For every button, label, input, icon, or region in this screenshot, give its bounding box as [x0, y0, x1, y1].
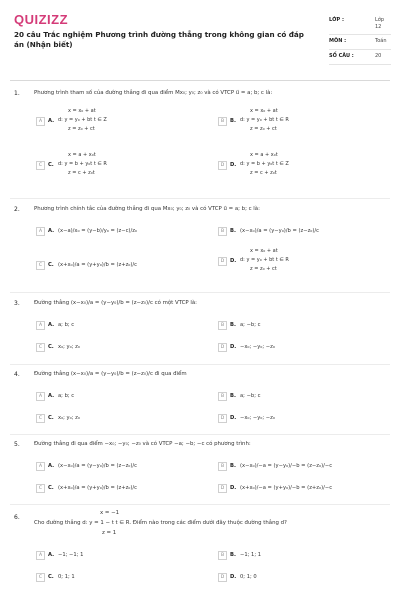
option-letter: A — [36, 392, 45, 401]
option-label: A. — [48, 393, 55, 399]
option-d[interactable] — [218, 248, 378, 276]
question-text: Cho đường thẳng d: y = 1 − t t ∈ R. Điểm nào trong các điểm dưới đây thuộc đường thẳng d? — [34, 520, 287, 526]
option-text: a; −b; c — [240, 393, 261, 399]
class-value: Lớp 12 — [375, 17, 385, 30]
option-label: D. — [230, 162, 237, 168]
option-d[interactable] — [218, 570, 378, 588]
option-label: B. — [230, 322, 236, 328]
subject-value: Toán — [375, 38, 387, 44]
option-label: D. — [230, 258, 237, 264]
option-letter: A — [36, 227, 45, 236]
question-divider — [10, 434, 390, 435]
option-text: a; −b; c — [240, 322, 261, 328]
question-system-line: x = −1 — [100, 510, 120, 516]
option-label: B. — [230, 552, 236, 558]
option-text: (x−a)/x₀ = (y−b)/y₀ = (z−c)/z₀ — [58, 228, 138, 234]
option-letter: B — [218, 392, 227, 401]
option-text: (x−x₀)/a = (y−y₀)/b = (z−z₀)/c — [240, 228, 320, 234]
option-text: (x−x₀)/−a = (y−y₀)/−b = (z−z₀)/−c — [240, 463, 333, 469]
option-d[interactable] — [218, 152, 378, 180]
option-label: B. — [230, 118, 236, 124]
option-d[interactable] — [218, 411, 378, 429]
top-bar — [0, 0, 400, 4]
option-label: A. — [48, 463, 55, 469]
question-text: Phương trình chính tắc của đường thẳng đi qua Mx₀; y₀; z₀ và có VTCP u⃗ = a; b; c là: — [34, 206, 260, 212]
option-line: z = z₀ + ct — [250, 266, 277, 272]
option-letter: C — [36, 484, 45, 493]
option-text: −x₀; −y₀; −z₀ — [240, 415, 275, 421]
question-text: Đường thẳng đi qua điểm −x₀; −y₀; −z₀ và có VTCP −a; −b; −c có phương trình: — [34, 441, 251, 447]
option-letter: B — [218, 462, 227, 471]
option-label: B. — [230, 393, 236, 399]
question-number: 5. — [14, 441, 20, 448]
option-line: z = c + z₀t — [68, 170, 95, 176]
quizizz-logo: QUIZIZZ — [14, 12, 69, 27]
option-label: C. — [48, 485, 54, 491]
option-text: −1; −1; 1 — [58, 552, 84, 558]
option-text: (x−x₀)/a = (y−y₀)/b = (z−z₀)/c — [58, 463, 138, 469]
option-letter: D — [218, 343, 227, 352]
option-b[interactable] — [218, 548, 378, 566]
option-line: d: y = b + y₀t t ∈ Z — [240, 161, 289, 167]
option-label: C. — [48, 344, 54, 350]
question-text: Đường thẳng (x−x₀)/a = (y−y₀)/b = (z−z₀)/c đi qua điểm — [34, 371, 187, 377]
option-c[interactable] — [36, 258, 196, 276]
question-text: Đường thẳng (x−x₀)/a = (y−y₀)/b = (z−z₀)/c có một VTCP là: — [34, 300, 198, 306]
option-letter: D — [218, 573, 227, 582]
option-line: x = x₀ + at — [250, 108, 278, 114]
question-number: 2. — [14, 206, 20, 213]
option-label: B. — [230, 463, 236, 469]
option-text: (x+x₀)/a = (y+y₀)/b = (z+z₀)/c — [58, 262, 138, 268]
question-number: 3. — [14, 300, 20, 307]
option-line: z = z₀ + ct — [250, 126, 277, 132]
question-text: Phương trình tham số của đường thẳng đi qua điểm Mx₀; y₀; z₀ và có VTCP u⃗ = a; b; c là: — [34, 90, 273, 96]
option-letter: C — [36, 414, 45, 423]
option-line: z = z₀ + ct — [68, 126, 95, 132]
option-line: x = x₀ + at — [250, 248, 278, 254]
document-title: 20 câu Trắc nghiệm Phương trình đường thẳng trong không gian có đáp án (Nhận biết) — [14, 30, 304, 49]
option-letter: B — [218, 117, 227, 126]
option-b[interactable] — [218, 459, 378, 477]
option-letter: A — [36, 551, 45, 560]
option-line: x = a + x₀t — [68, 152, 96, 158]
option-label: C. — [48, 162, 54, 168]
option-c[interactable] — [36, 152, 196, 180]
option-letter: B — [218, 321, 227, 330]
option-label: D. — [230, 485, 237, 491]
option-label: A. — [48, 228, 55, 234]
option-letter: C — [36, 261, 45, 270]
option-line: z = c + z₀t — [250, 170, 277, 176]
option-a[interactable] — [36, 108, 196, 136]
meta-subject — [329, 35, 391, 50]
option-line: d: y = y₀ + bt t ∈ Z — [58, 117, 107, 123]
option-label: C. — [48, 262, 54, 268]
option-letter: C — [36, 573, 45, 582]
option-letter: D — [218, 484, 227, 493]
option-c[interactable] — [36, 481, 196, 499]
option-line: d: y = y₀ + bt t ∈ R — [240, 257, 289, 263]
question-system-line: z = 1 — [102, 530, 117, 536]
meta-count — [329, 50, 391, 65]
option-letter: D — [218, 414, 227, 423]
option-text: (x+x₀)/a = (y+y₀)/b = (z+z₀)/c — [58, 485, 138, 491]
option-d[interactable] — [218, 481, 378, 499]
option-line: x = x₀ + at — [68, 108, 96, 114]
count-label: SỐ CÂU : — [329, 53, 354, 59]
option-line: x = a + x₀t — [250, 152, 278, 158]
option-letter: A — [36, 321, 45, 330]
header-divider — [10, 80, 390, 81]
option-letter: B — [218, 227, 227, 236]
option-b[interactable] — [218, 108, 378, 136]
option-text: a; b; c — [58, 393, 75, 399]
class-label: LỚP : — [329, 17, 344, 23]
option-text: −1; 1; 1 — [240, 552, 262, 558]
meta-class — [329, 14, 391, 35]
meta-table — [329, 14, 391, 65]
option-label: B. — [230, 228, 236, 234]
document-header — [14, 10, 390, 72]
option-line: d: y = b + y₀t t ∈ R — [58, 161, 107, 167]
question-number: 4. — [14, 371, 20, 378]
option-text: x₀; y₀; z₀ — [58, 415, 80, 421]
option-letter: D — [218, 257, 227, 266]
option-a[interactable] — [36, 548, 196, 566]
option-label: D. — [230, 574, 237, 580]
option-label: A. — [48, 552, 55, 558]
option-a[interactable] — [36, 389, 196, 407]
count-value: 20 — [375, 53, 382, 59]
option-letter: C — [36, 161, 45, 170]
option-letter: C — [36, 343, 45, 352]
option-letter: D — [218, 161, 227, 170]
question-number: 1. — [14, 90, 20, 97]
question-number: 6. — [14, 514, 20, 521]
option-letter: A — [36, 117, 45, 126]
option-label: C. — [48, 574, 54, 580]
option-d[interactable] — [218, 340, 378, 358]
option-b[interactable] — [218, 224, 378, 242]
question-divider — [10, 198, 390, 199]
option-text: 0; 1; 1 — [58, 574, 75, 580]
option-c[interactable] — [36, 340, 196, 358]
option-c[interactable] — [36, 570, 196, 588]
option-letter: B — [218, 551, 227, 560]
option-c[interactable] — [36, 411, 196, 429]
question-divider — [10, 292, 390, 293]
option-text: x₀; y₀; z₀ — [58, 344, 80, 350]
option-text: a; b; c — [58, 322, 75, 328]
question-divider — [10, 364, 390, 365]
option-a[interactable] — [36, 318, 196, 336]
option-a[interactable] — [36, 224, 196, 242]
option-text: 0; 1; 0 — [240, 574, 257, 580]
option-label: A. — [48, 322, 55, 328]
option-label: D. — [230, 344, 237, 350]
option-b[interactable] — [218, 389, 378, 407]
option-label: C. — [48, 415, 54, 421]
option-a[interactable] — [36, 459, 196, 477]
option-label: A. — [48, 118, 55, 124]
option-label: D. — [230, 415, 237, 421]
question-divider — [10, 504, 390, 505]
option-letter: A — [36, 462, 45, 471]
option-text: −x₀; −y₀; −z₀ — [240, 344, 275, 350]
subject-label: MÔN : — [329, 38, 347, 44]
option-b[interactable] — [218, 318, 378, 336]
option-text: (x+x₀)/−a = (y+y₀)/−b = (z+z₀)/−c — [240, 485, 333, 491]
option-line: d: y = y₀ + bt t ∈ R — [240, 117, 289, 123]
